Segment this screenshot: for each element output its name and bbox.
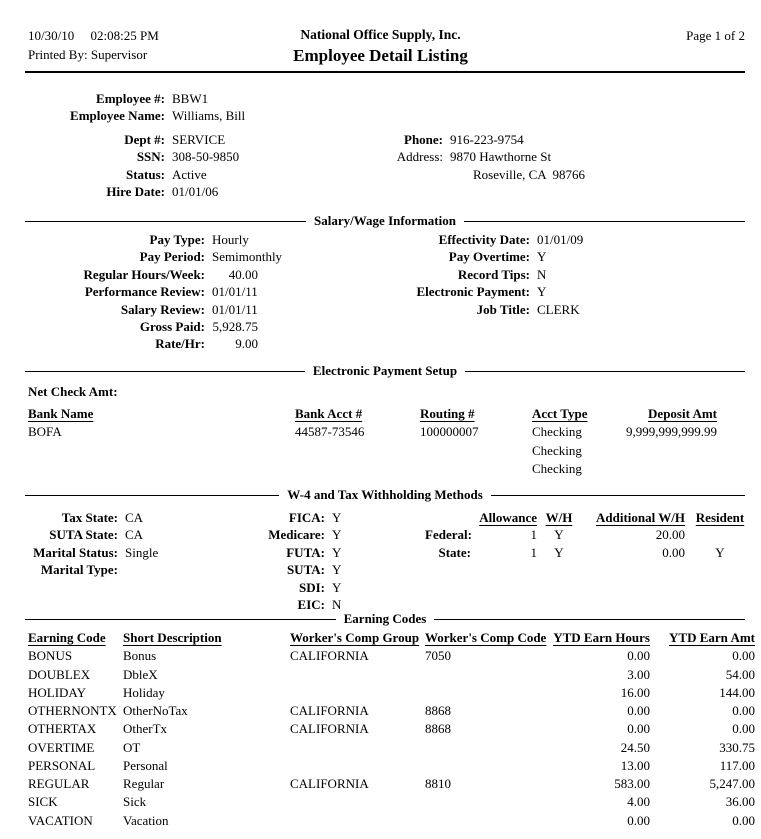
comp-group-cell xyxy=(290,793,425,811)
address-line2: Roseville, CA 98766 xyxy=(473,166,585,182)
job-title-label: Job Title: xyxy=(476,301,530,317)
state-resident: Y xyxy=(715,544,725,560)
earning-codes-header xyxy=(28,629,755,647)
ytd-hours-cell: 24.50 xyxy=(620,739,650,755)
net-check-amt-label: Net Check Amt: xyxy=(28,384,118,399)
job-title-row xyxy=(340,301,583,318)
company-name: National Office Supply, Inc. xyxy=(300,27,461,42)
routing-header: Routing # xyxy=(420,406,475,421)
futa-value: Y xyxy=(332,544,342,560)
deposit-amt-cell: 9,999,999,999.99 xyxy=(626,424,717,440)
routing-cell: 100000007 xyxy=(420,424,479,440)
salary-left-column xyxy=(28,231,282,353)
bank-row xyxy=(28,423,717,441)
state-withholding-row xyxy=(425,544,755,561)
ytd-hours-cell: 0.00 xyxy=(627,648,650,664)
pay-type-row xyxy=(28,231,282,248)
allowance-header: Allowance xyxy=(479,510,537,525)
earning-code-row xyxy=(28,702,755,720)
state-label: State: xyxy=(438,544,471,560)
comp-group-cell xyxy=(290,757,425,775)
earning-code-header: Earning Code xyxy=(28,630,106,645)
print-date: 10/30/10 xyxy=(28,28,75,43)
short-description-cell: DbleX xyxy=(123,666,158,682)
rate-hr-row xyxy=(28,335,282,352)
employee-id-block xyxy=(28,90,245,200)
dept-label: Dept #: xyxy=(124,131,165,147)
short-description-cell: OT xyxy=(123,739,141,755)
earning-code-cell: REGULAR xyxy=(28,776,90,791)
status-label: Status: xyxy=(125,166,165,182)
effectivity-date-label: Effectivity Date: xyxy=(438,232,530,247)
pay-overtime-row xyxy=(340,248,583,265)
divider-line xyxy=(25,619,336,620)
fica-label: FICA: xyxy=(288,510,325,525)
marital-type-label: Marital Type: xyxy=(40,562,118,578)
ytd-hours-cell: 4.00 xyxy=(627,794,650,810)
tax-state-value: CA xyxy=(125,510,144,525)
printed-by-value: Supervisor xyxy=(90,47,148,62)
pay-overtime-label: Pay Overtime: xyxy=(448,249,530,265)
gross-paid-row xyxy=(28,318,282,335)
divider-line xyxy=(25,371,305,372)
bank-table-header xyxy=(28,405,717,423)
header-rule xyxy=(25,71,745,73)
fica-value: Y xyxy=(332,510,342,525)
comp-code-cell xyxy=(425,666,550,684)
record-tips-row xyxy=(340,266,583,283)
earning-code-cell: DOUBLEX xyxy=(28,666,91,682)
w4-section-title: W-4 and Tax Withholding Methods xyxy=(287,487,483,502)
suta-value: Y xyxy=(332,562,342,578)
comp-code-cell xyxy=(425,739,550,757)
employee-name-label: Employee Name: xyxy=(70,108,165,124)
record-tips-label: Record Tips: xyxy=(457,266,530,282)
resident-header: Resident xyxy=(695,510,745,525)
dept-value: SERVICE xyxy=(172,131,226,147)
deposit-amt-header: Deposit Amt xyxy=(648,406,717,421)
comp-code-cell xyxy=(425,812,550,830)
ytd-amt-cell: 144.00 xyxy=(719,684,755,700)
earning-code-cell: VACATION xyxy=(28,812,93,828)
regular-hours-value: 40.00 xyxy=(228,266,258,282)
rate-hr-value: 9.00 xyxy=(235,336,258,352)
comp-group-cell xyxy=(290,812,425,830)
address-row xyxy=(360,148,585,165)
page-number: Page 1 of 2 xyxy=(686,28,745,43)
short-description-header: Short Description xyxy=(123,630,222,645)
effectivity-date-row xyxy=(340,231,583,248)
earning-code-cell: PERSONAL xyxy=(28,757,96,773)
ytd-hours-cell: 0.00 xyxy=(627,721,650,737)
comp-group-cell xyxy=(290,666,425,684)
effectivity-date-value: 01/01/09 xyxy=(537,232,584,247)
bank-name-cell: BOFA xyxy=(28,424,62,440)
salary-review-value: 01/01/11 xyxy=(212,301,258,317)
eps-section-title: Electronic Payment Setup xyxy=(312,363,458,378)
divider-line xyxy=(491,495,745,496)
salary-review-label: Salary Review: xyxy=(120,301,205,317)
hire-date-row xyxy=(28,183,245,200)
additional-wh-header: Additional W/H xyxy=(596,510,685,525)
phone-value: 916-223-9754 xyxy=(450,132,524,147)
acct-type-cell: Checking xyxy=(532,442,582,458)
ytd-hours-cell: 13.00 xyxy=(620,757,650,773)
deposit-amt-cell xyxy=(617,460,717,478)
sdi-label: SDI: xyxy=(298,579,325,595)
report-title: Employee Detail Listing xyxy=(293,46,468,65)
pay-type-value: Hourly xyxy=(212,232,249,247)
earning-codes-section-divider xyxy=(25,611,745,627)
address-label: Address: xyxy=(396,149,443,165)
gross-paid-label: Gross Paid: xyxy=(139,319,205,335)
pay-period-value: Semimonthly xyxy=(212,249,283,265)
wh-header: W/H xyxy=(545,510,573,525)
acct-type-cell: Checking xyxy=(532,460,582,476)
suta-state-value: CA xyxy=(125,527,144,543)
performance-review-value: 01/01/11 xyxy=(212,284,258,300)
comp-code-header: Worker's Comp Code xyxy=(425,630,547,645)
salary-right-column xyxy=(340,231,583,318)
earning-code-cell: BONUS xyxy=(28,648,73,664)
bank-acct-header: Bank Acct # xyxy=(295,406,363,421)
short-description-cell: Sick xyxy=(123,794,147,810)
employee-number-label: Employee #: xyxy=(96,91,165,106)
ytd-amt-cell: 36.00 xyxy=(725,794,755,810)
bank-row xyxy=(28,460,717,478)
pay-type-label: Pay Type: xyxy=(149,232,205,247)
employee-name-row xyxy=(28,107,245,124)
bank-acct-cell xyxy=(295,460,420,478)
fica-row xyxy=(230,509,341,526)
earning-code-row xyxy=(28,775,755,793)
ytd-hours-cell: 0.00 xyxy=(627,703,650,718)
hire-date-value: 01/01/06 xyxy=(172,184,219,200)
federal-resident xyxy=(685,526,755,543)
divider-line xyxy=(25,495,279,496)
ytd-amt-cell: 0.00 xyxy=(732,648,755,664)
routing-cell xyxy=(420,442,532,460)
electronic-payment-row xyxy=(340,283,583,300)
federal-wh: Y xyxy=(554,527,564,543)
gross-paid-value: 5,928.75 xyxy=(212,319,258,335)
comp-group-cell: CALIFORNIA xyxy=(290,776,369,791)
comp-group-cell: CALIFORNIA xyxy=(290,703,369,718)
rate-hr-label: Rate/Hr: xyxy=(155,336,205,352)
bank-table xyxy=(28,405,717,478)
regular-hours-label: Regular Hours/Week: xyxy=(83,266,205,282)
salary-section-divider xyxy=(25,213,745,229)
comp-code-cell: 7050 xyxy=(425,648,451,664)
pay-overtime-value: Y xyxy=(537,249,547,265)
state-wh: Y xyxy=(554,544,564,560)
comp-code-cell: 8868 xyxy=(425,703,451,718)
ytd-amt-cell: 54.00 xyxy=(725,666,755,682)
medicare-label: Medicare: xyxy=(268,527,325,543)
earning-code-row xyxy=(28,647,755,665)
eps-section-divider xyxy=(25,363,745,379)
futa-label: FUTA: xyxy=(286,544,325,560)
comp-group-header: Worker's Comp Group xyxy=(290,630,420,645)
sdi-row xyxy=(230,579,341,596)
ytd-hours-cell: 3.00 xyxy=(627,666,650,682)
electronic-payment-value: Y xyxy=(537,284,547,300)
performance-review-label: Performance Review: xyxy=(84,284,205,300)
regular-hours-row xyxy=(28,266,282,283)
short-description-cell: Personal xyxy=(123,757,168,773)
address-line1: 9870 Hawthorne St xyxy=(450,149,552,165)
federal-additional-wh: 20.00 xyxy=(655,527,685,543)
comp-group-cell: CALIFORNIA xyxy=(290,721,369,737)
suta-state-row xyxy=(28,526,158,543)
bank-name-header: Bank Name xyxy=(28,406,94,421)
phone-row xyxy=(360,131,585,148)
w4-table-header xyxy=(425,509,755,526)
federal-withholding-row xyxy=(425,526,755,543)
comp-group-cell xyxy=(290,739,425,757)
employee-number-row xyxy=(28,90,245,107)
medicare-row xyxy=(230,526,341,543)
performance-review-row xyxy=(28,283,282,300)
divider-line xyxy=(464,221,745,222)
suta-row xyxy=(230,561,341,578)
comp-group-cell: CALIFORNIA xyxy=(290,648,369,664)
comp-code-cell xyxy=(425,684,550,702)
ytd-amt-cell: 0.00 xyxy=(732,812,755,828)
deposit-amt-cell xyxy=(617,442,717,460)
earning-code-cell: HOLIDAY xyxy=(28,684,87,700)
earning-codes-section-title: Earning Codes xyxy=(343,611,427,626)
routing-cell xyxy=(420,460,532,478)
ssn-label: SSN: xyxy=(136,149,165,165)
employee-contact-block xyxy=(360,131,585,183)
tax-state-label: Tax State: xyxy=(61,510,118,525)
employee-number-value: BBW1 xyxy=(172,91,209,106)
suta-label: SUTA: xyxy=(286,562,325,578)
short-description-cell: Vacation xyxy=(123,812,169,828)
tax-state-row xyxy=(28,509,158,526)
earning-code-row xyxy=(28,666,755,684)
short-description-cell: Holiday xyxy=(123,684,165,700)
earning-code-row xyxy=(28,739,755,757)
ytd-amt-cell: 0.00 xyxy=(732,721,755,737)
print-time: 02:08:25 PM xyxy=(90,28,159,43)
bank-row xyxy=(28,442,717,460)
suta-state-label: SUTA State: xyxy=(49,527,118,543)
earning-code-cell: OTHERTAX xyxy=(28,721,97,737)
marital-type-row xyxy=(28,561,158,578)
ytd-hours-cell: 0.00 xyxy=(627,812,650,828)
marital-status-label: Marital Status: xyxy=(33,544,118,560)
earning-code-cell: OVERTIME xyxy=(28,739,95,755)
employee-name-value: Williams, Bill xyxy=(172,108,246,124)
futa-row xyxy=(230,544,341,561)
ytd-hours-cell: 583.00 xyxy=(614,776,650,791)
ytd-hours-header: YTD Earn Hours xyxy=(553,630,650,645)
bank-acct-cell: 44587-73546 xyxy=(295,424,365,440)
ytd-amt-header: YTD Earn Amt xyxy=(669,630,755,645)
w4-withholding-table xyxy=(425,509,755,561)
ytd-amt-cell: 117.00 xyxy=(719,757,755,773)
salary-section-title: Salary/Wage Information xyxy=(314,213,456,228)
marital-status-value: Single xyxy=(125,544,159,560)
pay-period-row xyxy=(28,248,282,265)
hire-date-label: Hire Date: xyxy=(106,184,165,200)
w4-state-block xyxy=(28,509,158,579)
job-title-value: CLERK xyxy=(537,301,580,317)
ytd-amt-cell: 0.00 xyxy=(732,703,755,718)
medicare-value: Y xyxy=(332,527,342,543)
short-description-cell: OtherNoTax xyxy=(123,703,188,718)
bank-acct-cell xyxy=(295,442,420,460)
ssn-value: 308-50-9850 xyxy=(172,149,240,165)
eic-value: N xyxy=(332,597,342,613)
state-additional-wh: 0.00 xyxy=(662,544,685,560)
short-description-cell: Regular xyxy=(123,776,165,791)
report-header-center xyxy=(0,27,761,66)
printed-by-label: Printed By: xyxy=(28,47,88,62)
bank-name-cell xyxy=(28,460,295,478)
earning-codes-table xyxy=(28,629,755,830)
earning-code-cell: OTHERNONTX xyxy=(28,703,117,718)
divider-line xyxy=(25,221,306,222)
ssn-row xyxy=(28,148,245,165)
federal-label: Federal: xyxy=(425,527,472,543)
comp-code-cell: 8868 xyxy=(425,721,451,737)
salary-review-row xyxy=(28,301,282,318)
ytd-amt-cell: 330.75 xyxy=(719,739,755,755)
short-description-cell: Bonus xyxy=(123,648,157,664)
comp-code-cell xyxy=(425,757,550,775)
earning-code-row xyxy=(28,793,755,811)
status-value: Active xyxy=(172,166,207,182)
eic-label: EIC: xyxy=(297,597,325,613)
comp-code-cell: 8810 xyxy=(425,776,451,791)
earning-code-row xyxy=(28,720,755,738)
divider-line xyxy=(465,371,745,372)
earning-code-cell: SICK xyxy=(28,794,58,810)
comp-group-cell xyxy=(290,684,425,702)
w4-section-divider xyxy=(25,487,745,503)
divider-line xyxy=(434,619,745,620)
status-row xyxy=(28,166,245,183)
ytd-amt-cell: 5,247.00 xyxy=(709,776,755,791)
dept-row xyxy=(28,131,245,148)
earning-code-row xyxy=(28,812,755,830)
marital-status-row xyxy=(28,544,158,561)
phone-label: Phone: xyxy=(404,132,443,147)
record-tips-value: N xyxy=(537,266,547,282)
acct-type-cell: Checking xyxy=(532,424,582,440)
ytd-hours-cell: 16.00 xyxy=(620,684,650,700)
earning-code-row xyxy=(28,684,755,702)
sdi-value: Y xyxy=(332,579,342,595)
federal-allowance: 1 xyxy=(530,527,537,543)
acct-type-header: Acct Type xyxy=(532,406,588,421)
bank-name-cell xyxy=(28,442,295,460)
state-allowance: 1 xyxy=(530,544,537,560)
comp-code-cell xyxy=(425,793,550,811)
electronic-payment-label: Electronic Payment: xyxy=(416,284,530,300)
pay-period-label: Pay Period: xyxy=(139,249,205,265)
short-description-cell: OtherTx xyxy=(123,721,168,737)
w4-flags-block xyxy=(230,509,341,613)
earning-code-row xyxy=(28,757,755,775)
